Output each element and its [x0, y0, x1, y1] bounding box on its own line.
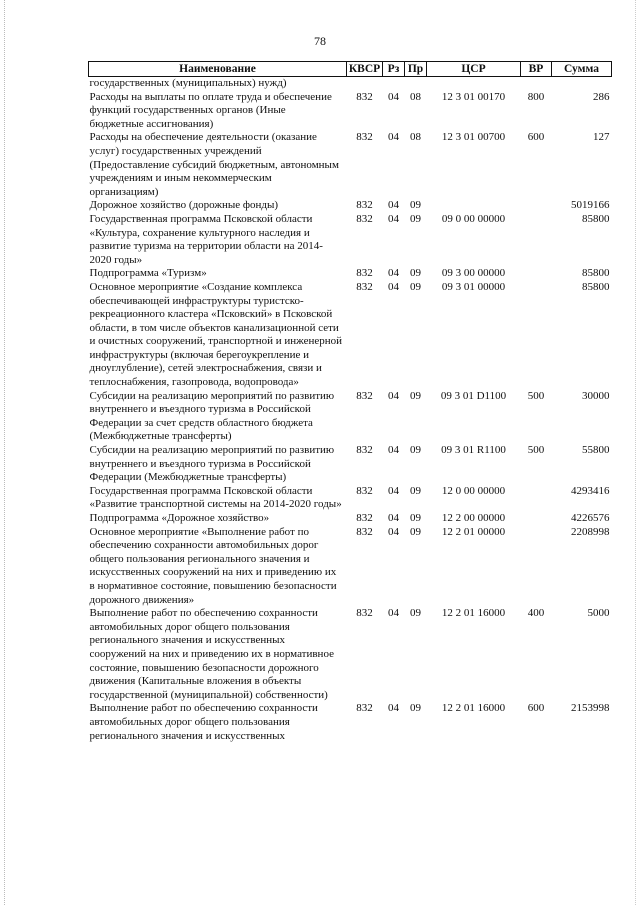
- row-pr-cell: 09: [410, 389, 421, 402]
- row-sum-cell: 5000: [587, 607, 610, 620]
- table-row: [89, 607, 612, 702]
- row-kvsr-cell: 832: [356, 607, 373, 620]
- row-name-cell: Подпрограмма «Дорожное хозяйство»: [89, 512, 270, 524]
- row-kvsr-cell: 832: [356, 199, 373, 212]
- row-vr-cell: [521, 213, 552, 267]
- table-row: [89, 77, 612, 91]
- table-body: [89, 77, 612, 744]
- table-row: [89, 131, 612, 199]
- row-sum-cell: 286: [593, 90, 610, 103]
- row-vr-cell: [521, 199, 552, 213]
- budget-table: [88, 61, 612, 743]
- row-rz-cell: 04: [388, 525, 399, 538]
- row-pr-cell: [405, 77, 427, 91]
- row-sum-cell: 2208998: [571, 525, 610, 538]
- row-rz-cell: 04: [388, 444, 399, 457]
- row-sum-cell: 85800: [582, 267, 610, 280]
- header-kvsr: КВСР: [347, 62, 383, 77]
- row-name-cell: Государственная программа Псковской области «Развитие транспортной системы на 2014-2020 годы»: [89, 484, 342, 511]
- row-kvsr-cell: 832: [356, 212, 373, 225]
- header-sum: Сумма: [552, 62, 612, 77]
- row-kvsr-cell: 832: [356, 389, 373, 402]
- row-pr-cell: 09: [410, 484, 421, 497]
- row-sum-cell: [552, 77, 612, 91]
- row-sum-cell: 85800: [582, 212, 610, 225]
- header-csr: ЦСР: [427, 62, 521, 77]
- row-vr-cell: 600: [527, 131, 545, 144]
- row-csr-cell: 09 0 00 00000: [441, 212, 506, 225]
- row-name-cell: Субсидии на реализацию мероприятий по развитию внутреннего и въездного туризма в Российской Федерации за счет средств областного бюджета (Межбюджетные трансферты): [89, 389, 335, 443]
- scan-left-edge: [4, 0, 6, 905]
- row-sum-cell: 5019166: [571, 199, 610, 212]
- row-rz-cell: 04: [388, 280, 399, 293]
- table-row: [89, 485, 612, 512]
- row-csr-cell: 12 2 01 16000: [441, 607, 506, 620]
- row-rz-cell: 04: [388, 512, 399, 524]
- row-pr-cell: 09: [410, 199, 421, 212]
- row-csr-cell: 12 2 01 00000: [441, 525, 506, 538]
- row-name-cell: Субсидии на реализацию мероприятий по развитию внутреннего и въездного туризма в Российской Федерации (Межбюджетные трансферты): [89, 444, 335, 484]
- header-vr: ВР: [521, 62, 552, 77]
- row-pr-cell: 09: [410, 444, 421, 457]
- scan-right-edge: [635, 0, 637, 905]
- budget-table-container: [88, 61, 611, 743]
- row-sum-cell: 4226576: [571, 512, 610, 524]
- row-csr-cell: 09 3 01 R1100: [441, 444, 506, 457]
- row-name-cell: Государственная программа Псковской области «Культура, сохранение культурного наследия и развитие туризма на территории области на 2014-2020 годы»: [89, 212, 323, 266]
- row-sum-cell: 85800: [582, 280, 610, 293]
- row-kvsr-cell: 832: [356, 131, 373, 144]
- row-vr-cell: 400: [527, 607, 545, 620]
- table-row: [89, 444, 612, 485]
- row-kvsr-cell: 832: [356, 267, 373, 280]
- table-row: [89, 281, 612, 390]
- row-name-cell: Расходы на обеспечение деятельности (оказание услуг) государственных учреждений (Предоставление субсидий бюджетным, автономным учреждениям и иным некоммерческим организациям): [89, 131, 339, 198]
- row-rz-cell: 04: [388, 389, 399, 402]
- page-number: 78: [314, 34, 326, 48]
- row-sum-cell: 2153998: [571, 702, 610, 715]
- row-pr-cell: 09: [410, 267, 421, 280]
- row-kvsr-cell: 832: [356, 444, 373, 457]
- row-csr-cell: 12 3 01 00700: [441, 131, 506, 144]
- table-header: [89, 62, 612, 77]
- row-sum-cell: 4293416: [571, 484, 610, 497]
- row-name-cell: Дорожное хозяйство (дорожные фонды): [89, 199, 279, 212]
- row-name-cell: государственных (муниципальных) нужд): [89, 77, 287, 89]
- row-kvsr-cell: 832: [356, 512, 373, 524]
- row-name-cell: Выполнение работ по обеспечению сохранности автомобильных дорог общего пользования регионального значения и искусственных: [89, 702, 318, 742]
- header-name: Наименование: [89, 62, 347, 77]
- row-name-cell: Подпрограмма «Туризм»: [89, 267, 207, 280]
- row-rz-cell: 04: [388, 90, 399, 103]
- row-rz-cell: 04: [388, 131, 399, 144]
- row-pr-cell: 09: [410, 702, 421, 715]
- table-row: [89, 526, 612, 608]
- row-csr-cell: [427, 199, 521, 213]
- row-rz-cell: 04: [388, 199, 399, 212]
- table-row: [89, 390, 612, 444]
- header-pr: Пр: [405, 62, 427, 77]
- header-rz: Рз: [383, 62, 405, 77]
- row-pr-cell: 09: [410, 512, 421, 524]
- row-kvsr-cell: [347, 77, 383, 91]
- row-rz-cell: 04: [388, 607, 399, 620]
- row-vr-cell: [521, 267, 552, 281]
- row-vr-cell: [521, 485, 552, 512]
- row-pr-cell: 08: [410, 90, 421, 103]
- row-rz-cell: 04: [388, 484, 399, 497]
- row-vr-cell: 500: [527, 444, 545, 457]
- row-csr-cell: [427, 77, 521, 91]
- row-name-cell: Расходы на выплаты по оплате труда и обеспечение функций государственных органов (Иные бюджетные ассигнования): [89, 90, 332, 130]
- row-csr-cell: 09 3 01 00000: [441, 280, 506, 293]
- row-kvsr-cell: 832: [356, 525, 373, 538]
- row-sum-cell: 55800: [582, 444, 610, 457]
- row-name-cell: Основное мероприятие «Создание комплекса обеспечивающей инфраструктуры туристско-рекреационного кластера «Псковский» в Псковской области, в том числе объектов канализационной сети и очистных сооружений, транспортной и инженерной инфраструктуры (включая берегоукрепление и дноуглубление), сетей электроснабжения, связи и теплоснабжения, газопровода, водопровода»: [89, 280, 343, 389]
- row-csr-cell: 09 3 01 D1100: [440, 389, 507, 402]
- row-name-cell: Выполнение работ по обеспечению сохранности автомобильных дорог общего пользования регионального значения и искусственных сооружений на них и приведению их в нормативное состояние, повышению безопасности дорожного движения (Капитальные вложения в объекты государственной (муниципальной) собственности): [89, 607, 334, 701]
- table-row: [89, 199, 612, 213]
- row-vr-cell: [521, 281, 552, 390]
- row-name-cell: Основное мероприятие «Выполнение работ по обеспечению сохранности автомобильных дорог общего пользования регионального значения и искусственных сооружений на них и приведению их в нормативное состояние, повышению безопасности дорожного движения»: [89, 525, 337, 606]
- row-csr-cell: 12 2 01 16000: [441, 702, 506, 715]
- row-kvsr-cell: 832: [356, 90, 373, 103]
- row-rz-cell: 04: [388, 267, 399, 280]
- table-row: [89, 702, 612, 743]
- row-pr-cell: 09: [410, 525, 421, 538]
- row-csr-cell: 09 3 00 00000: [441, 267, 506, 280]
- table-row: [89, 512, 612, 526]
- row-sum-cell: 30000: [582, 389, 610, 402]
- row-vr-cell: [521, 77, 552, 91]
- row-rz-cell: 04: [388, 212, 399, 225]
- row-csr-cell: 12 2 00 00000: [441, 512, 506, 524]
- row-kvsr-cell: 832: [356, 702, 373, 715]
- row-csr-cell: 12 3 01 00170: [441, 90, 506, 103]
- row-vr-cell: 600: [527, 702, 545, 715]
- row-vr-cell: [521, 512, 552, 526]
- row-rz-cell: 04: [388, 702, 399, 715]
- row-pr-cell: 09: [410, 607, 421, 620]
- row-rz-cell: [383, 77, 405, 91]
- row-csr-cell: 12 0 00 00000: [441, 484, 506, 497]
- row-vr-cell: 800: [527, 90, 545, 103]
- row-pr-cell: 08: [410, 131, 421, 144]
- row-kvsr-cell: 832: [356, 280, 373, 293]
- row-kvsr-cell: 832: [356, 484, 373, 497]
- row-pr-cell: 09: [410, 212, 421, 225]
- table-row: [89, 91, 612, 132]
- row-pr-cell: 09: [410, 280, 421, 293]
- row-vr-cell: 500: [527, 389, 545, 402]
- table-row: [89, 267, 612, 281]
- row-vr-cell: [521, 526, 552, 608]
- row-sum-cell: 127: [593, 131, 610, 144]
- table-row: [89, 213, 612, 267]
